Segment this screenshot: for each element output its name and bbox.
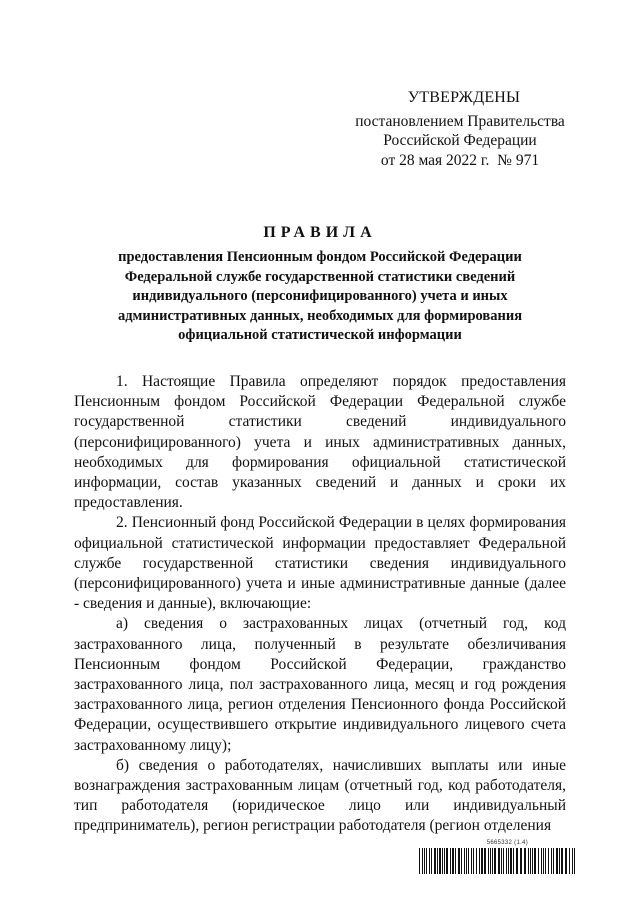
- document-code: 5665332 (1.4): [486, 840, 528, 846]
- paragraph-2: 2. Пенсионный фонд Российской Федерации в целях формирования официальной статистической информации предоставляет Федеральной службе государственной статистики сведения индивидуального (персонифицированного) учета и иные административные данные (далее - сведения и данные), включающие:: [74, 514, 566, 613]
- paragraph-2a: а) сведения о застрахованных лицах (отчетный год, код застрахованного лица, полученный в результате обезличивания Пенсионным фондом Российской Федерации, гражданство застрахованного лица, пол застрахованного лица, месяц и год рождения застрахованного лица, регион отделения Пенсионного фонда Российской Федерации, осуществившего открытие индивидуального лицевого счета застрахованному лицу);: [74, 615, 566, 754]
- document-title: ПРАВИЛА: [263, 224, 377, 241]
- paragraph-1: 1. Настоящие Правила определяют порядок предоставления Пенсионным фондом Российской Федерации Федеральной службе государственной статистики сведений индивидуального (персонифицированного) учета и иных административных данных, необходимых для формирования официальной статистической информации, состав указанных сведений и данных и сроки их предоставления.: [74, 373, 566, 512]
- approval-line-date-number: от 28 мая 2022 г. № 971: [380, 151, 540, 169]
- page-footer: [418, 840, 578, 874]
- barcode-icon: [418, 848, 578, 874]
- paragraph-2b: б) сведения о работодателях, начисливших выплаты или иные вознаграждения застрахованным лицам (отчетный год, код работодателя, тип работодателя (юридическое лицо или индивидуальный предприниматель), регион регистрации работодателя (регион отделения: [74, 756, 566, 835]
- approval-block: [340, 88, 580, 170]
- document-body: [74, 372, 566, 837]
- approval-line-country: Российской Федерации: [383, 132, 537, 149]
- document-subtitle: предоставления Пенсионным фондом Российской Федерации Федеральной службе государственной статистики сведений индивидуального (персонифицированного) учета и иных административных данных, необходимых для формирования официальной статистической информации: [117, 249, 523, 343]
- approval-heading: УТВЕРЖДЕНЫ: [407, 89, 521, 106]
- approval-line-resolution: постановлением Правительства: [355, 112, 565, 130]
